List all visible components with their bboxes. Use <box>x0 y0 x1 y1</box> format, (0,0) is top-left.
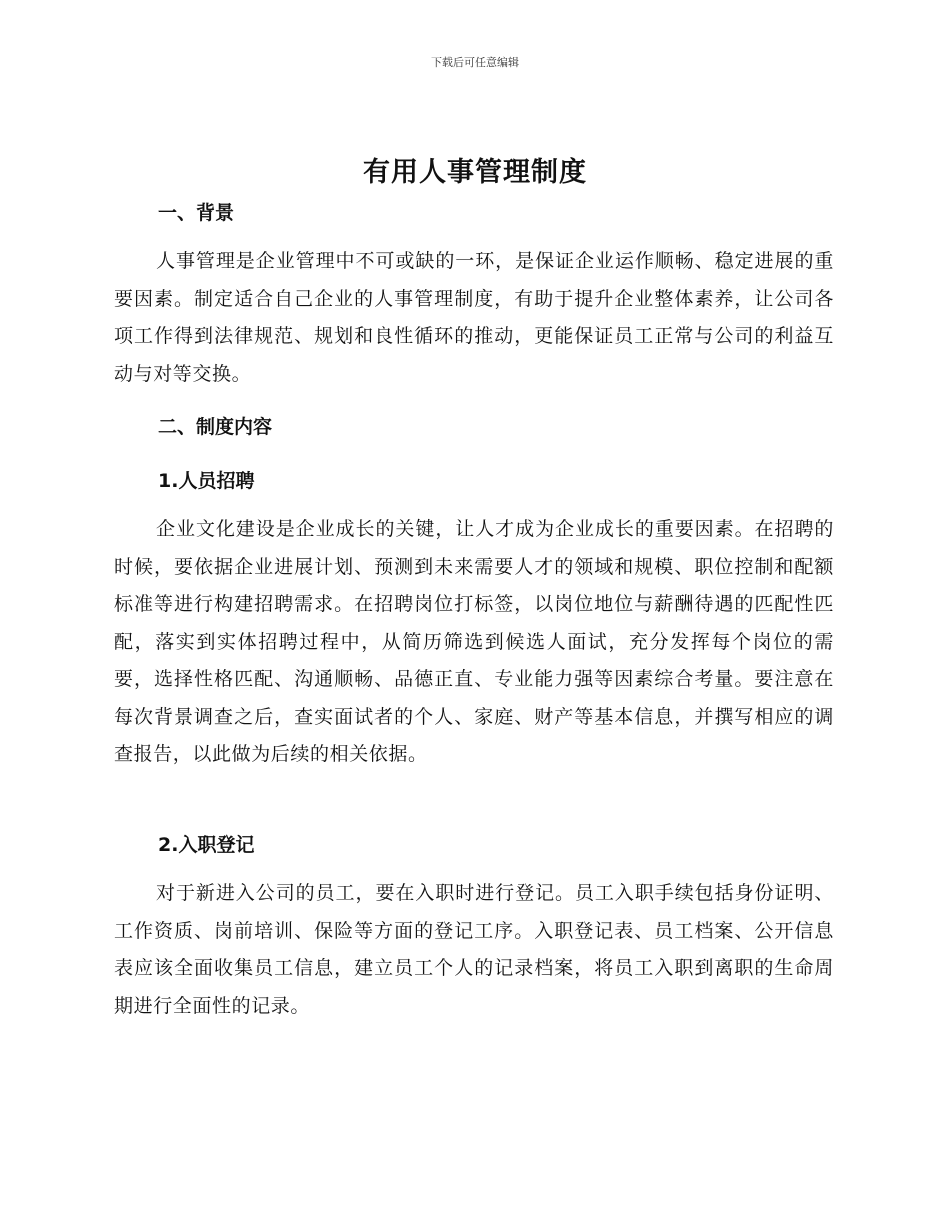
section-heading-recruitment: 1.人员招聘 <box>158 470 255 492</box>
paragraph-recruitment: 企业文化建设是企业成长的关键，让人才成为企业成长的重要因素。在招聘的时候，要依据企业进展计划、预测到未来需要人才的领域和规模、职位控制和配额标准等进行构建招聘需求。在招聘岗位打标签，以岗位地位与薪酬待遇的匹配性匹配，落实到实体招聘过程中，从简历筛选到候选人面试，充分发挥每个岗位的需要，选择性格匹配、沟通顺畅、品德正直、专业能力强等因素综合考量。要注意在每次背景调查之后，查实面试者的个人、家庭、财产等基本信息，并撰写相应的调查报告，以此做为后续的相关依据。 <box>114 518 834 765</box>
page-header-note: 下载后可任意编辑 <box>431 56 519 69</box>
document-title: 有用人事管理制度 <box>363 157 587 188</box>
section-heading-onboarding: 2.入职登记 <box>158 834 255 856</box>
paragraph-onboarding: 对于新进入公司的员工，要在入职时进行登记。员工入职手续包括身份证明、工作资质、岗前培训、保险等方面的登记工序。入职登记表、员工档案、公开信息表应该全面收集员工信息，建立员工个人的记录档案，将员工入职到离职的生命周期进行全面性的记录。 <box>114 882 834 1017</box>
section-heading-background: 一、背景 <box>158 202 235 224</box>
paragraph-background: 人事管理是企业管理中不可或缺的一环，是保证企业运作顺畅、稳定进展的重要因素。制定适合自己企业的人事管理制度，有助于提升企业整体素养，让公司各项工作得到法律规范、规划和良性循环的推动，更能保证员工正常与公司的利益互动与对等交换。 <box>114 250 834 385</box>
section-heading-content: 二、制度内容 <box>158 416 273 438</box>
